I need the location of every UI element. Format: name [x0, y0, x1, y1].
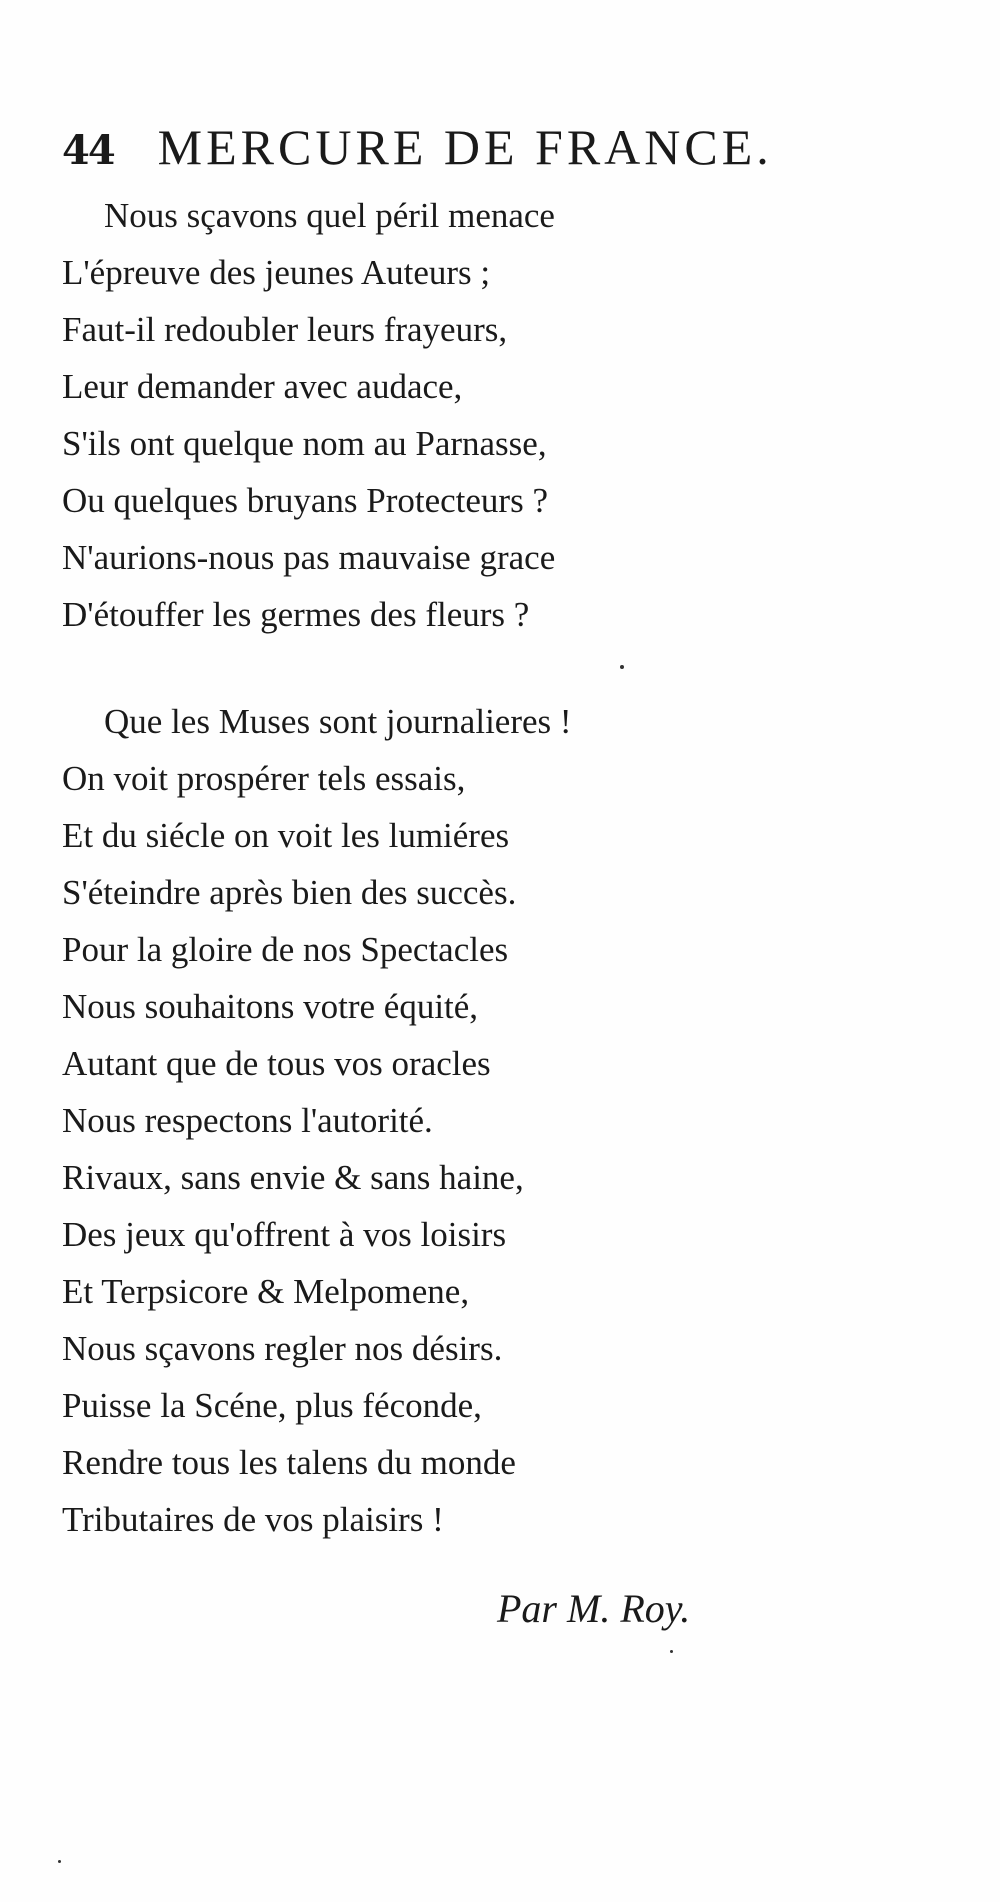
- verse-line: Nous sçavons regler nos désirs.: [62, 1329, 503, 1368]
- verse-line: Faut-il redoubler leurs frayeurs,: [62, 310, 508, 349]
- verse-line: S'éteindre après bien des succès.: [62, 873, 517, 912]
- verse-line: Puisse la Scéne, plus féconde,: [62, 1386, 482, 1425]
- verse-line: N'aurions-nous pas mauvaise grace: [62, 538, 556, 577]
- ink-speck: [620, 665, 624, 669]
- running-head: MERCURE DE FRANCE.: [157, 119, 773, 175]
- verse-line: Leur demander avec audace,: [62, 367, 463, 406]
- verse-line: Des jeux qu'offrent à vos loisirs: [62, 1215, 507, 1254]
- author-signature: Par M. Roy.: [497, 1586, 691, 1631]
- verse-line: On voit prospérer tels essais,: [62, 759, 466, 798]
- verse-line: D'étouffer les germes des fleurs ?: [62, 595, 530, 634]
- verse-line: Tributaires de vos plaisirs !: [62, 1500, 444, 1539]
- verse-line: Autant que de tous vos oracles: [62, 1044, 491, 1083]
- page-number: 44: [62, 127, 114, 174]
- verse-line: Nous sçavons quel péril menace: [104, 196, 555, 235]
- stanza-2: [62, 693, 572, 1548]
- verse-line: Et du siécle on voit les lumiéres: [62, 816, 510, 855]
- verse-line: Que les Muses sont journalieres !: [104, 702, 572, 741]
- verse-line: Nous respectons l'autorité.: [62, 1101, 433, 1140]
- verse-line: Rendre tous les talens du monde: [62, 1443, 516, 1482]
- verse-line: Rivaux, sans envie & sans haine,: [62, 1158, 524, 1197]
- verse-line: S'ils ont quelque nom au Parnasse,: [62, 424, 547, 463]
- verse-line: L'épreuve des jeunes Auteurs ;: [62, 253, 491, 292]
- stanza-1: [62, 187, 555, 643]
- verse-line: Pour la gloire de nos Spectacles: [62, 930, 509, 969]
- verse-line: Et Terpsicore & Melpomene,: [62, 1272, 470, 1311]
- verse-line: Nous souhaitons votre équité,: [62, 987, 479, 1026]
- ink-speck: [58, 1860, 61, 1863]
- page-header: [62, 118, 773, 188]
- verse-line: Ou quelques bruyans Protecteurs ?: [62, 481, 548, 520]
- ink-speck: [670, 1650, 673, 1653]
